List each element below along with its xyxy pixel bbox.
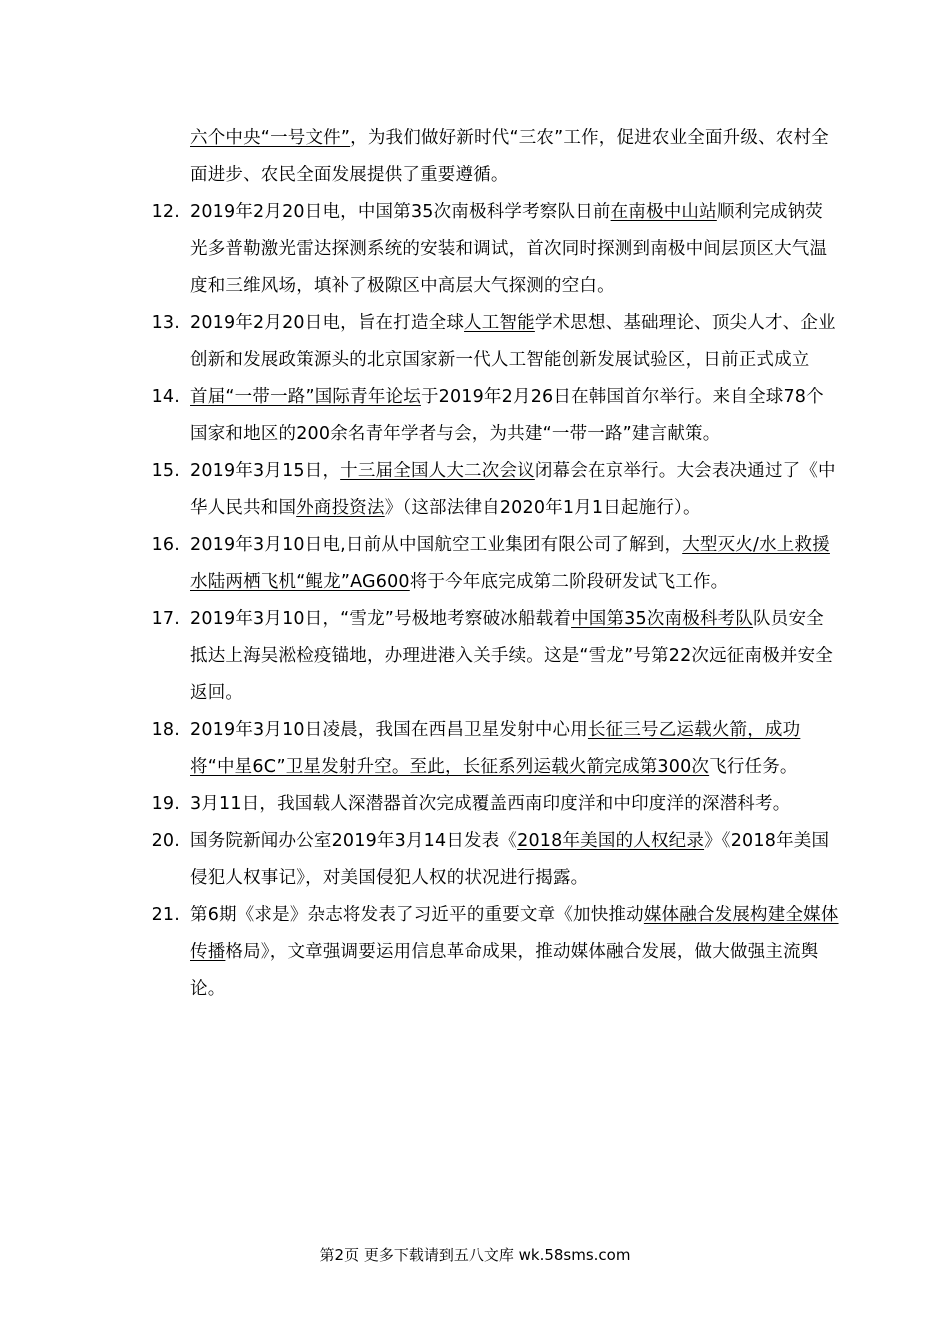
underlined-keyword: 首届“一带一路”国际青年论坛 [190,387,421,407]
underlined-keyword: 2018年美国的人权纪录 [517,831,705,851]
text-segment: ，为我们做好新时代“三农”工作，促进农业全面升级、农村全面进步、农民全面发展提供了重要遵循。 [190,128,829,185]
list-item-number: 16. [151,535,180,555]
text-segment: 格局》，文章强调要运用信息革命成果，推动媒体融合发展，做大做强主流舆论。 [190,942,819,999]
underlined-keyword: 人工智能 [464,313,535,333]
text-segment: 飞行任务。 [709,757,798,777]
list-item-number: 20. [151,831,180,851]
text-segment: 2019年2月20日电，旨在打造全球 [190,313,465,333]
list-item-text [190,453,840,527]
list-item [140,786,840,823]
text-segment: 2019年2月20日电，中国第35次南极科学考察队日前 [190,202,611,222]
text-segment: 队员安全抵达上海吴淞检疫锚地，办理进港入关手续。这是“雪龙”号第22次远征南极并安全返回。 [190,609,833,703]
list-item [140,453,840,527]
list-item-number: 13. [151,313,180,333]
list-item-text [190,379,840,453]
list-item [140,120,840,194]
page-footer: 第2页 更多下载请到五八文库 wk.58sms.com [319,1246,631,1264]
list-item-text [190,120,840,194]
text-segment: 闭幕会在京举行。大会表决通过了《中华人民共和国 [190,461,836,518]
text-segment: 2019年3月15日， [190,461,341,481]
underlined-keyword: 媒体融合发展构建全媒体传播 [190,905,839,962]
list-item [140,527,840,601]
underlined-keyword: 外商投资法 [296,498,385,518]
list-item-number: 14. [151,387,180,407]
list-item-text [190,823,840,897]
text-segment: 学术思想、基础理论、顶尖人才、企业创新和发展政策源头的北京国家新一代人工智能创新发展试验区，日前正式成立 [190,313,836,370]
text-segment: 将于今年底完成第二阶段研发试飞工作。 [409,572,729,592]
text-segment: 2019年3月10日，“雪龙”号极地考察破冰船载着 [190,609,572,629]
list-item [140,823,840,897]
underlined-keyword: 中国第35次南极科考队 [571,609,754,629]
text-segment: 2019年3月10日凌晨，我国在西昌卫星发射中心用 [190,720,588,740]
text-segment: 国务院新闻办公室2019年3月14日发表《 [190,831,518,851]
list-item-text [190,194,840,305]
list-item [140,897,840,1008]
text-segment: 顺利完成钠荧光多普勒激光雷达探测系统的安装和调试，首次同时探测到南极中间层顶区大气温度和三维风场，填补了极隙区中高层大气探测的空白。 [190,202,828,296]
list-item-number: 21. [151,905,180,925]
underlined-keyword: 六个中央“一号文件” [190,128,351,148]
underlined-keyword: 大型灭火/水上救援水陆两栖飞机“鲲龙”AG600 [190,535,830,592]
list-item [140,712,840,786]
underlined-keyword: 十三届全国人大二次会议 [340,461,535,481]
list-item-number: 12. [151,202,180,222]
text-segment: 》（这部法律自2020年1月1日起施行）。 [384,498,701,518]
text-segment: 于2019年2月26日在韩国首尔举行。来自全球78个国家和地区的200余名青年学者与会，为共建“一带一路”建言献策。 [190,387,824,444]
text-segment: 》《2018年美国侵犯人权事记》，对美国侵犯人权的状况进行揭露。 [190,831,830,888]
list-item-text [190,527,840,601]
underlined-keyword: 长征三号乙运载火箭，成功将“中星6C”卫星发射升空。至此，长征系列运载火箭完成第300次 [190,720,801,777]
list-item-number: 15. [151,461,180,481]
list-item-text [190,786,840,823]
text-segment: 2019年3月10日电,日前从中国航空工业集团有限公司了解到， [190,535,683,555]
list-item-number: 18. [151,720,180,740]
list-item-number: 19. [151,794,180,814]
list-item-text [190,712,840,786]
list-item-text [190,897,840,1008]
text-segment: 第6期《求是》杂志将发表了习近平的重要文章《加快推动 [190,905,644,925]
news-list [140,120,840,1008]
list-item-text [190,305,840,379]
list-item-text [190,601,840,712]
list-item [140,305,840,379]
underlined-keyword: 在南极中山站 [610,202,717,222]
list-item [140,601,840,712]
list-item [140,379,840,453]
text-segment: 3月11日，我国载人深潜器首次完成覆盖西南印度洋和中印度洋的深潜科考。 [190,794,791,814]
list-item [140,194,840,305]
list-item-number: 17. [151,609,180,629]
